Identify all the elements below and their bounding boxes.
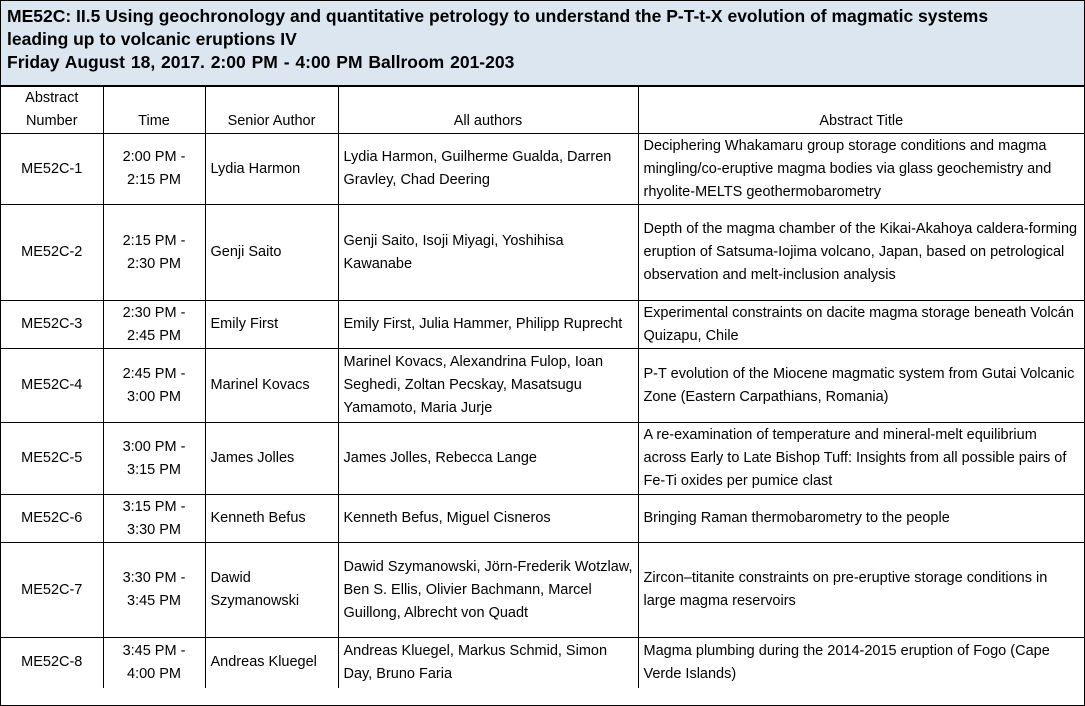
senior-author: Dawid Szymanowski <box>205 543 338 638</box>
table-row <box>1 301 1084 349</box>
time-slot <box>103 205 205 301</box>
abstract-title: Magma plumbing during the 2014-2015 eruption of Fogo (Cape Verde Islands) <box>638 638 1084 688</box>
time-slot <box>103 495 205 543</box>
column-header-time: Time <box>103 87 205 134</box>
session-header <box>1 1 1084 87</box>
time-end: 3:45 PM <box>127 593 181 609</box>
senior-author: Emily First <box>205 301 338 349</box>
time-start: 3:45 PM - <box>122 642 186 659</box>
time-end: 2:45 PM <box>127 327 181 344</box>
abstract-title: Deciphering Whakamaru group storage conditions and magma mingling/co-eruptive magma bodies via glass geochemistry and rhyolite-MELTS geothermobarometry <box>638 134 1084 205</box>
column-header-number-line1: Abstract <box>25 90 79 106</box>
table-row <box>1 423 1084 495</box>
abstract-number: ME52C-3 <box>1 301 103 349</box>
table-row <box>1 495 1084 543</box>
time-start: 3:00 PM - <box>122 438 186 455</box>
all-authors: James Jolles, Rebecca Lange <box>338 423 638 495</box>
time-slot <box>103 638 205 688</box>
abstract-number: ME52C-1 <box>1 134 103 205</box>
abstract-title: Depth of the magma chamber of the Kikai-Akahoya caldera-forming eruption of Satsuma-Iojima volcano, Japan, based on petrological observation and melt-inclusion analysis <box>638 205 1084 301</box>
table-row <box>1 349 1084 423</box>
abstract-title: Bringing Raman thermobarometry to the people <box>638 495 1084 543</box>
abstract-title: P-T evolution of the Miocene magmatic system from Gutai Volcanic Zone (Eastern Carpathians, Romania) <box>638 349 1084 423</box>
abstract-number: ME52C-4 <box>1 349 103 423</box>
senior-author: James Jolles <box>205 423 338 495</box>
time-start: 2:30 PM - <box>122 304 186 321</box>
abstract-number: ME52C-6 <box>1 495 103 543</box>
time-slot <box>103 423 205 495</box>
column-header-senior-author: Senior Author <box>205 87 338 134</box>
table-row <box>1 638 1084 688</box>
time-start: 2:00 PM - <box>122 149 186 165</box>
column-header-all-authors: All authors <box>338 87 638 134</box>
table-row <box>1 134 1084 205</box>
time-end: 3:00 PM <box>127 388 181 405</box>
time-end: 2:15 PM <box>127 172 181 188</box>
abstract-title: Zircon–titanite constraints on pre-eruptive storage conditions in large magma reservoirs <box>638 543 1084 638</box>
senior-author: Kenneth Befus <box>205 495 338 543</box>
all-authors: Emily First, Julia Hammer, Philipp Ruprecht <box>338 301 638 349</box>
all-authors: Kenneth Befus, Miguel Cisneros <box>338 495 638 543</box>
time-end: 2:30 PM <box>127 255 181 272</box>
time-start: 3:15 PM - <box>122 498 186 515</box>
abstract-title: Experimental constraints on dacite magma storage beneath Volcán Quizapu, Chile <box>638 301 1084 349</box>
table-body <box>1 134 1084 688</box>
time-slot <box>103 134 205 205</box>
table-row <box>1 205 1084 301</box>
time-end: 3:15 PM <box>127 461 181 478</box>
time-start: 2:45 PM - <box>122 365 186 382</box>
column-header-number-line2: Number <box>25 113 78 129</box>
senior-author: Lydia Harmon <box>205 134 338 205</box>
time-start: 2:15 PM - <box>122 232 186 249</box>
all-authors: Lydia Harmon, Guilherme Gualda, Darren Gravley, Chad Deering <box>338 134 638 205</box>
time-start: 3:30 PM - <box>122 570 186 586</box>
senior-author: Genji Saito <box>205 205 338 301</box>
time-end: 4:00 PM <box>127 665 181 682</box>
time-slot <box>103 543 205 638</box>
senior-author: Marinel Kovacs <box>205 349 338 423</box>
time-end: 3:30 PM <box>127 521 181 538</box>
abstract-title: A re-examination of temperature and mineral-melt equilibrium across Early to Late Bishop Tuff: Insights from all possible pairs of Fe-Ti oxides per pumice clast <box>638 423 1084 495</box>
abstract-number: ME52C-2 <box>1 205 103 301</box>
column-header-abstract-title: Abstract Title <box>638 87 1084 134</box>
time-slot <box>103 349 205 423</box>
session-title-line-2: leading up to volcanic eruptions IV <box>7 29 297 49</box>
session-title-line-1: ME52C: II.5 Using geochronology and quantitative petrology to understand the P-T-t-X evolution of magmatic systems <box>7 6 989 26</box>
all-authors: Andreas Kluegel, Markus Schmid, Simon Day, Bruno Faria <box>338 638 638 688</box>
abstract-number: ME52C-7 <box>1 543 103 638</box>
senior-author: Andreas Kluegel <box>205 638 338 688</box>
table-row <box>1 543 1084 638</box>
session-date-location: Friday August 18, 2017. 2:00 PM - 4:00 PM Ballroom 201-203 <box>7 52 515 72</box>
abstract-number: ME52C-5 <box>1 423 103 495</box>
all-authors: Genji Saito, Isoji Miyagi, Yoshihisa Kawanabe <box>338 205 638 301</box>
abstract-table <box>1 87 1084 688</box>
abstract-number: ME52C-8 <box>1 638 103 688</box>
column-header-number <box>1 87 103 134</box>
all-authors: Dawid Szymanowski, Jörn-Frederik Wotzlaw, Ben S. Ellis, Olivier Bachmann, Marcel Guillong, Albrecht von Quadt <box>338 543 638 638</box>
table-header-row <box>1 87 1084 134</box>
all-authors: Marinel Kovacs, Alexandrina Fulop, Ioan Seghedi, Zoltan Pecskay, Masatsugu Yamamoto, Maria Jurje <box>338 349 638 423</box>
time-slot <box>103 301 205 349</box>
